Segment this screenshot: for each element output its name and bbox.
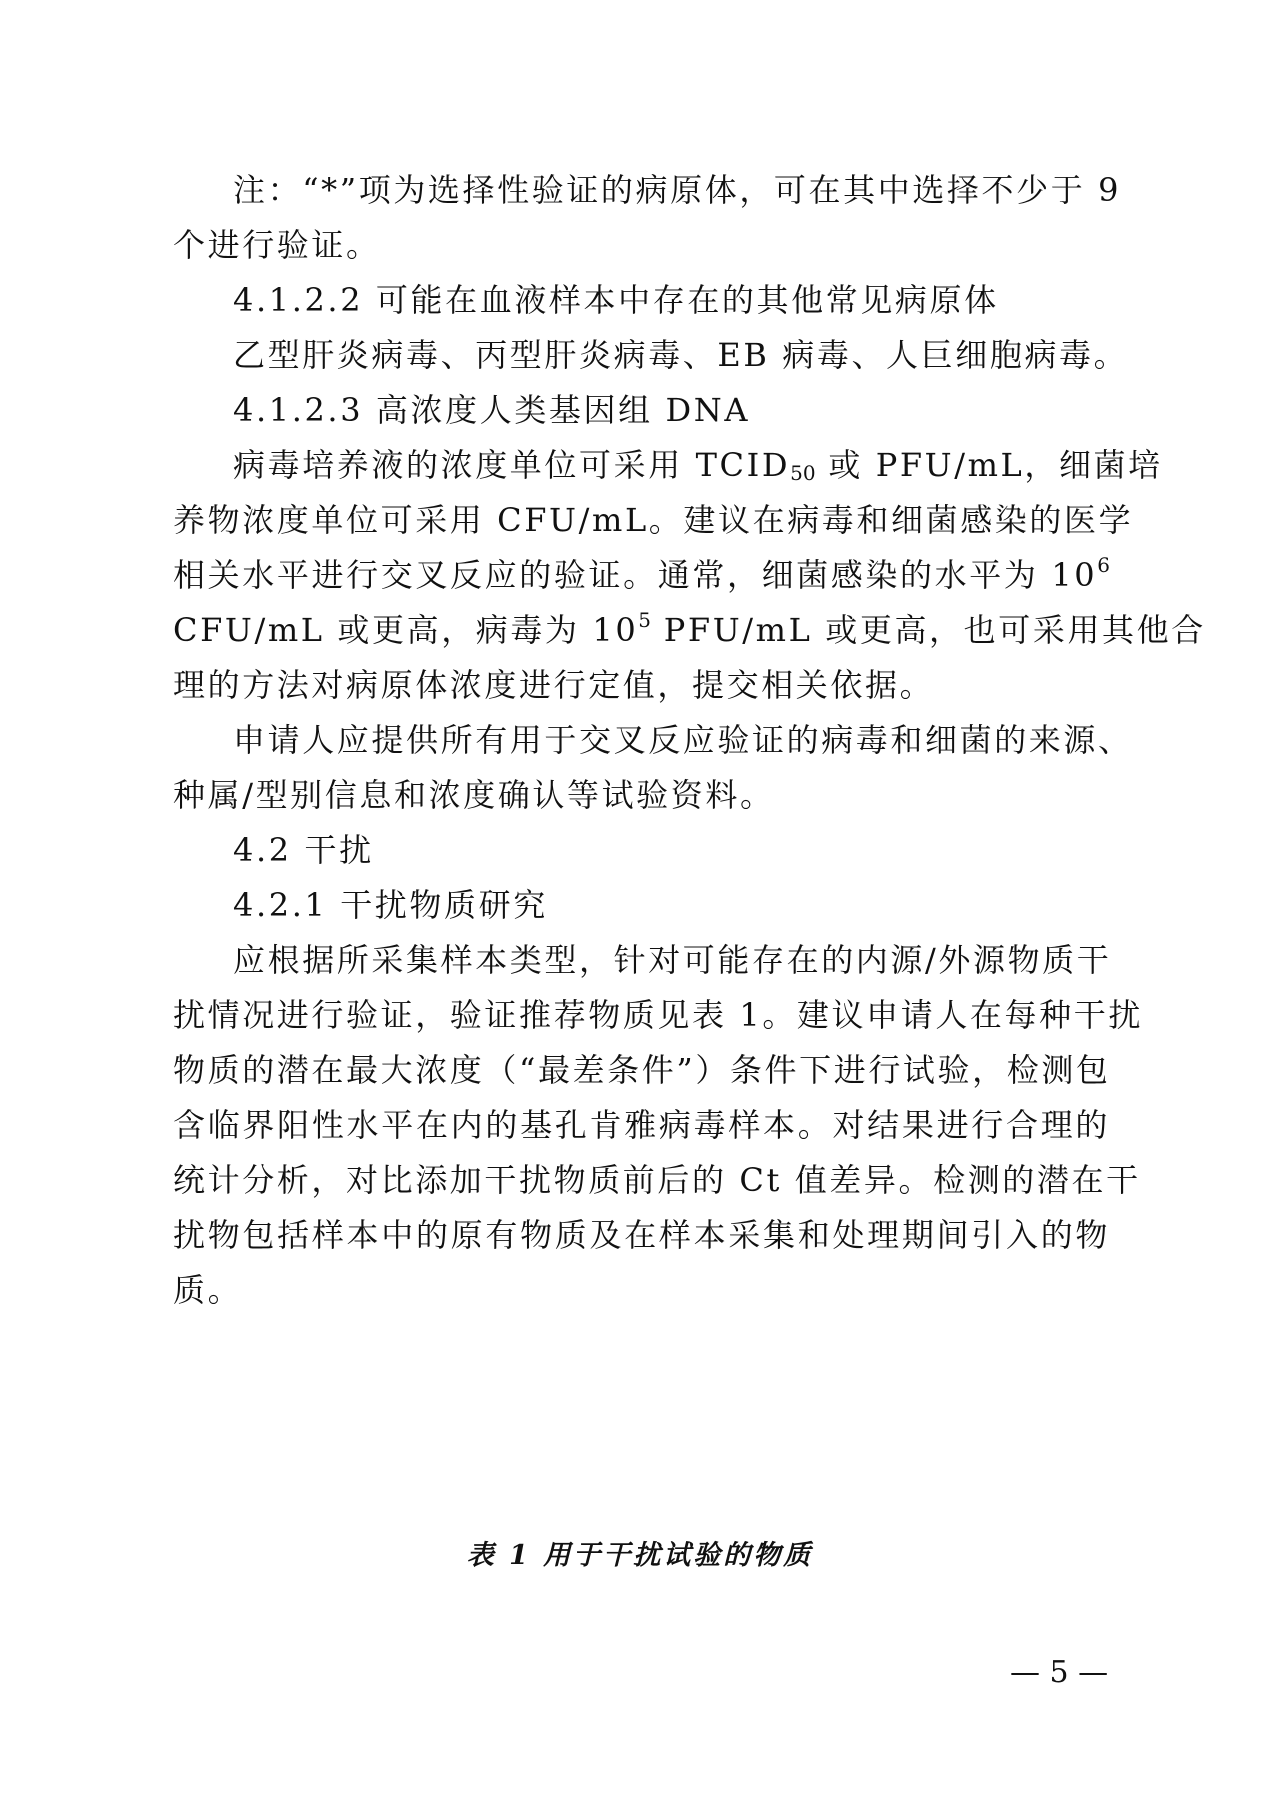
section-4-2-heading: 4.2 干扰 — [233, 831, 374, 869]
concentration-line-1 — [233, 445, 1163, 485]
concentration-line-3-a: 相关水平进行交叉反应的验证。通常，细菌感染的水平为 10 — [173, 556, 1098, 594]
concentration-line-1-b: 或 PFU/mL，细菌培 — [815, 446, 1163, 484]
interference-line-4: 含临界阳性水平在内的基孔肯雅病毒样本。对结果进行合理的 — [173, 1106, 1110, 1144]
section-4-1-2-3-heading: 4.1.2.3 高浓度人类基因组 DNA — [233, 391, 751, 429]
virus-exponent: 5 — [638, 608, 652, 632]
concentration-line-5: 理的方法对病原体浓度进行定值，提交相关依据。 — [173, 666, 935, 704]
tcid-subscript: 50 — [790, 461, 816, 485]
interference-line-6: 扰物包括样本中的原有物质及在样本采集和处理期间引入的物 — [173, 1216, 1110, 1254]
interference-line-3: 物质的潜在最大浓度（“最差条件”）条件下进行试验，检测包 — [173, 1051, 1111, 1089]
interference-line-7: 质。 — [173, 1271, 243, 1309]
bacteria-exponent: 6 — [1097, 553, 1110, 577]
applicant-line-1: 申请人应提供所有用于交叉反应验证的病毒和细菌的来源、 — [233, 721, 1133, 759]
note-line-2: 个进行验证。 — [173, 226, 381, 264]
concentration-line-1-a: 病毒培养液的浓度单位可采用 TCID — [233, 446, 791, 484]
interference-line-1: 应根据所采集样本类型，针对可能存在的内源/外源物质干 — [233, 941, 1112, 979]
concentration-line-4 — [173, 608, 1206, 650]
table-caption: 表 1 用于干扰试验的物质 — [466, 1540, 814, 1571]
concentration-line-4-b: PFU/mL 或更高，也可采用其他合 — [651, 611, 1206, 649]
concentration-line-4-a: CFU/mL 或更高，病毒为 10 — [173, 611, 639, 649]
section-4-2-1-heading: 4.2.1 干扰物质研究 — [233, 886, 548, 924]
section-4-1-2-2-body: 乙型肝炎病毒、丙型肝炎病毒、EB 病毒、人巨细胞病毒。 — [233, 336, 1129, 374]
interference-line-5: 统计分析，对比添加干扰物质前后的 Ct 值差异。检测的潜在干 — [173, 1161, 1141, 1199]
page-number: — 5 — — [1010, 1655, 1109, 1690]
concentration-line-2: 养物浓度单位可采用 CFU/mL。建议在病毒和细菌感染的医学 — [173, 501, 1134, 539]
applicant-line-2: 种属/型别信息和浓度确认等试验资料。 — [173, 776, 775, 814]
note-line-1: 注：“*”项为选择性验证的病原体，可在其中选择不少于 9 — [233, 171, 1122, 209]
interference-line-2: 扰情况进行验证，验证推荐物质见表 1。建议申请人在每种干扰 — [173, 996, 1143, 1034]
section-4-1-2-2-heading: 4.1.2.2 可能在血液样本中存在的其他常见病原体 — [233, 281, 999, 319]
concentration-line-3 — [173, 555, 1110, 595]
